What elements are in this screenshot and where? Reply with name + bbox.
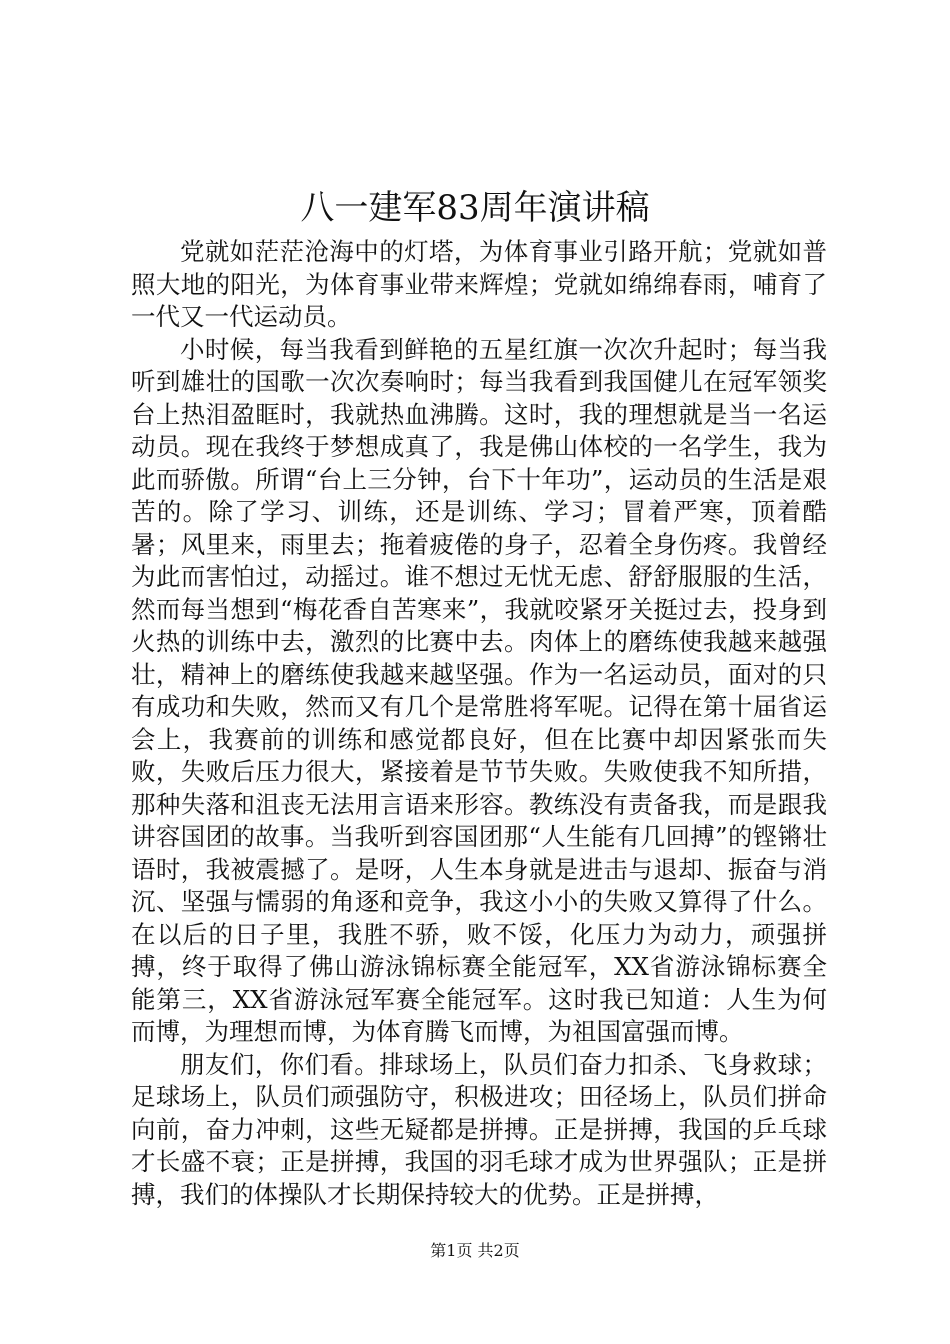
paragraph: 朋友们，你们看。排球场上，队员们奋力扣杀、飞身救球；足球场上，队员们顽强防守，积极进攻；田径场上，队员们拼命向前，奋力冲刺，这些无疑都是拼搏。正是拼搏，我国的乒乓球才长盛不衰；正是拼搏，我国的羽毛球才成为世界强队；正是拼搏，我们的体操队才长期保持较大的优势。正是拼搏， (131, 1049, 827, 1209)
paragraph: 小时候，每当我看到鲜艳的五星红旗一次次升起时；每当我听到雄壮的国歌一次次奏响时；每当我看到我国健儿在冠军领奖台上热泪盈眶时，我就热血沸腾。这时，我的理想就是当一名运动员。现在我终于梦想成真了，我是佛山体校的一名学生，我为此而骄傲。所谓“台上三分钟，台下十年功”，运动员的生活是艰苦的。除了学习、训练，还是训练、学习；冒着严寒，顶着酷暑；风里来，雨里去；拖着疲倦的身子，忍着全身伤疼。我曾经为此而害怕过，动摇过。谁不想过无忧无虑、舒舒服服的生活，然而每当想到“梅花香自苦寒来”，我就咬紧牙关挺过去，投身到火热的训练中去，激烈的比赛中去。肉体上的磨练使我越来越强壮，精神上的磨练使我越来越坚强。作为一名运动员，面对的只有成功和失败，然而又有几个是常胜将军呢。记得在第十届省运会上，我赛前的训练和感觉都良好，但在比赛中却因紧张而失败，失败后压力很大，紧接着是节节失败。失败使我不知所措，那种失落和沮丧无法用言语来形容。教练没有责备我，而是跟我讲容国团的故事。当我听到容国团那“人生能有几回搏”的铿锵壮语时，我被震撼了。是呀，人生本身就是进击与退却、振奋与消沉、坚强与懦弱的角逐和竞争，我这小小的失败又算得了什么。在以后的日子里，我胜不骄，败不馁，化压力为动力，顽强拼搏，终于取得了佛山游泳锦标赛全能冠军，XX省游泳锦标赛全能第三，XX省游泳冠军赛全能冠军。这时我已知道：人生为何而博，为理想而博，为体育腾飞而博，为祖国富强而博。 (131, 334, 827, 1046)
paragraph: 党就如茫茫沧海中的灯塔，为体育事业引路开航；党就如普照大地的阳光，为体育事业带来辉煌；党就如绵绵春雨，哺育了一代又一代运动员。 (131, 237, 827, 331)
document-body (131, 236, 827, 1211)
document-title: 八一建军83周年演讲稿 (300, 188, 650, 228)
page-footer: 第1页 共2页 (430, 1241, 520, 1260)
